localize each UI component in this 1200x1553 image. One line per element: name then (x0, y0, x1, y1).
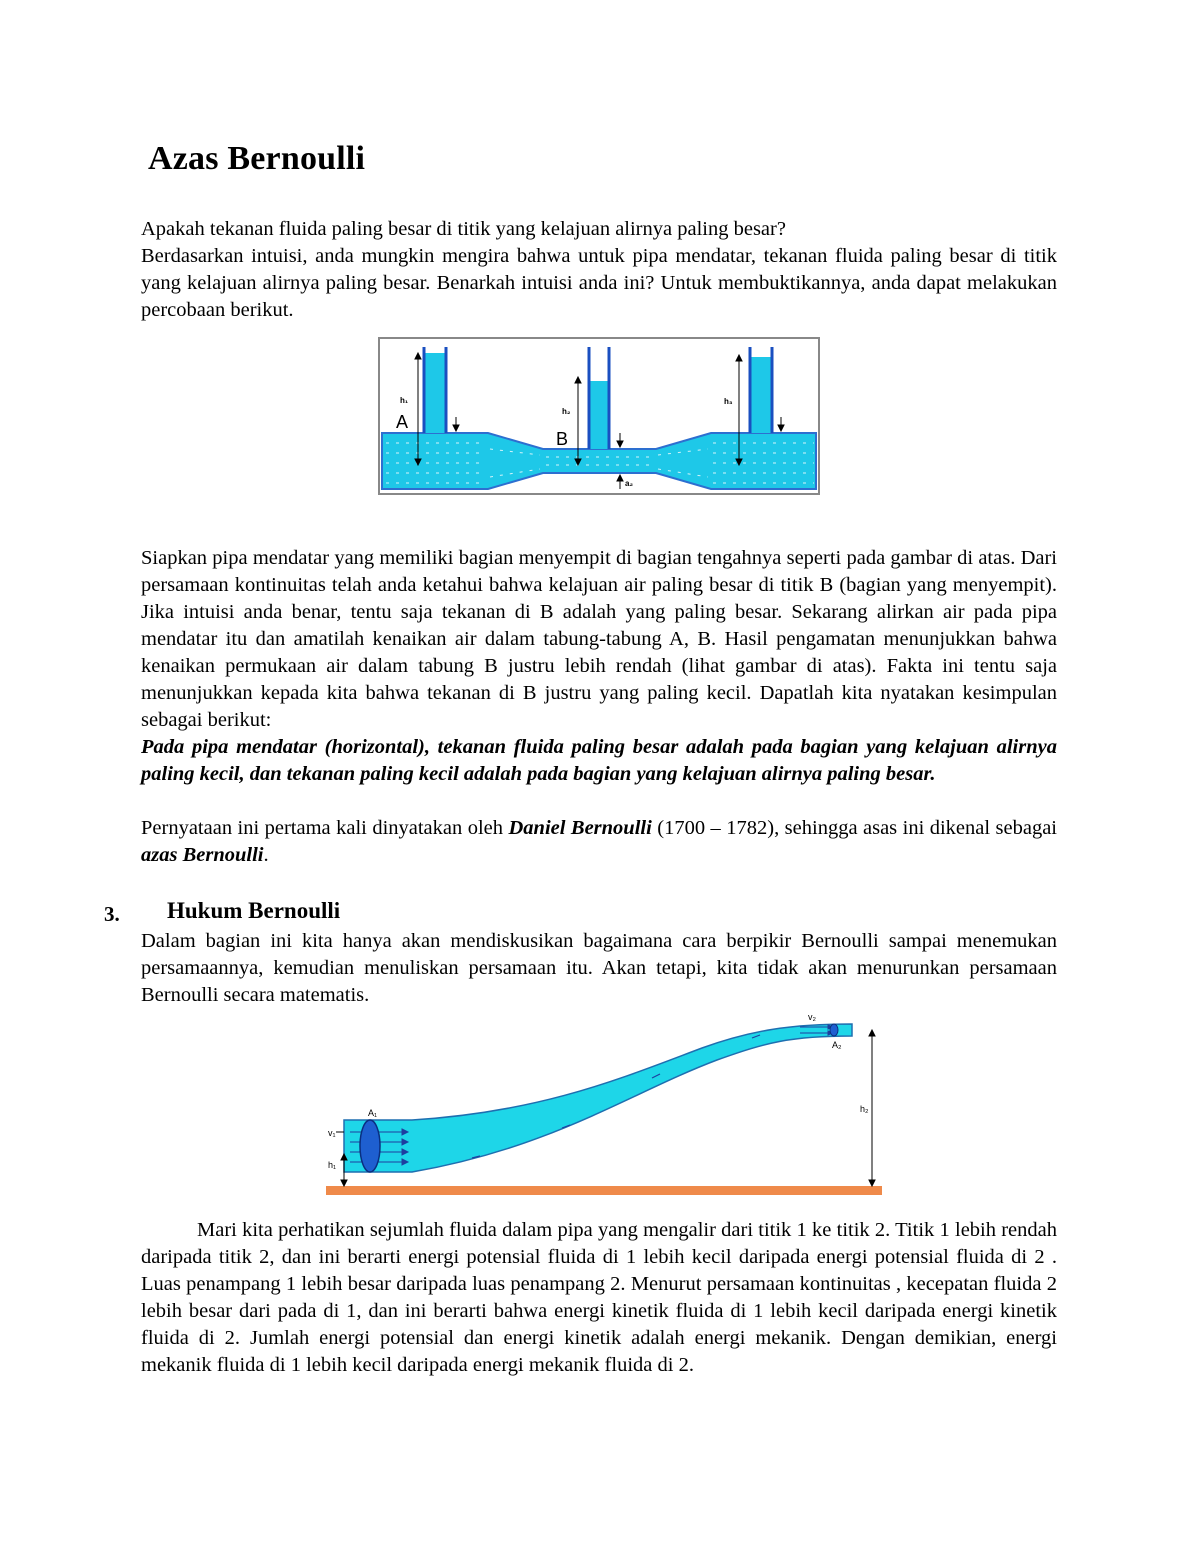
label-b: B (556, 429, 569, 449)
statement-name: Daniel Bernoulli (508, 817, 652, 839)
label-h2: h₂ (562, 407, 571, 416)
venturi-figure (378, 337, 820, 495)
label-h1: h₁ (328, 1160, 337, 1170)
label-h2: h₂ (860, 1104, 869, 1114)
cross-section-a2 (830, 1024, 838, 1036)
statement-mid: (1700 – 1782), sehingga asas ini dikenal sebagai (651, 817, 1057, 839)
label-a: A (396, 412, 409, 432)
section-heading: Hukum Bernoulli (167, 898, 341, 923)
label-a1: A₁ (368, 1108, 378, 1118)
intro-body: Berdasarkan intuisi, anda mungkin mengira bahwa untuk pipa mendatar, tekanan fluida paling besar di titik yang kelajuan alirnya paling besar. Benarkah intuisi anda ini? Untuk membuktikannya, anda dapat melakukan percobaan berikut. (141, 245, 1057, 321)
statement-paragraph (141, 815, 1057, 869)
closing-paragraph: Mari kita perhatikan sejumlah fluida dalam pipa yang mengalir dari titik 1 ke titik 2. Titik 1 lebih rendah daripada titik 2, dan ini berarti energi potensial fluida di 1 lebih kecil daripada energi potensial fluida di 2 . Luas penampang 1 lebih besar daripada luas penampang 2. Menurut persamaan kontinuitas , kecepatan fluida 2 lebih besar dari pada di 1, dan ini berarti bahwa energi kinetik fluida di 1 lebih kecil daripada energi kinetik fluida di 2. Jumlah energi potensial dan energi kinetik adalah energi mekanik. Dengan demikian, energi mekanik fluida di 1 lebih kecil daripada energi mekanik fluida di 2. (141, 1219, 1057, 1376)
statement-end: . (263, 844, 269, 866)
ground-bar (326, 1186, 882, 1195)
statement-pre: Pernyataan ini pertama kali dinyatakan oleh (141, 817, 509, 839)
label-v1: v₁ (328, 1128, 336, 1138)
label-v2: v₂ (808, 1012, 816, 1022)
label-a2: A₂ (832, 1040, 842, 1050)
label-h3: h₃ (724, 397, 733, 406)
label-a2: a₂ (625, 479, 634, 488)
section-intro: Dalam bagian ini kita hanya akan mendiskusikan bagaimana cara berpikir Bernoulli sampai menemukan persamaannya, kemudian menuliskan persamaan itu. Akan tetapi, kita tidak akan menurunkan persamaan Bernoulli secara matematis. (141, 930, 1057, 1006)
statement-term: azas Bernoulli (141, 844, 264, 866)
section-number: 3. (104, 902, 120, 926)
cross-section-a1 (360, 1120, 380, 1172)
label-h1: h₁ (400, 396, 409, 405)
experiment-text: Siapkan pipa mendatar yang memiliki bagian menyempit di bagian tengahnya seperti pada gambar di atas. Dari persamaan kontinuitas telah anda ketahui bahwa kelajuan air paling besar di titik B (bagian yang menyempit). Jika intuisi anda benar, tentu saja tekanan di B adalah yang paling besar. Sekarang alirkan air pada pipa mendatar itu dan amatilah kenaikan air dalam tabung-tabung A, B. Hasil pengamatan menunjukkan bahwa kenaikan permukaan air dalam tabung B justru lebih rendah (lihat gambar di atas). Fakta ini tentu saja menunjukkan kepada kita bahwa tekanan di B justru yang paling kecil. Dapatlah kita nyatakan kesimpulan sebagai berikut: (141, 547, 1057, 731)
intro-question: Apakah tekanan fluida paling besar di titik yang kelajuan alirnya paling besar? (141, 218, 786, 240)
bernoulli-figure (322, 1008, 886, 1200)
conclusion-text: Pada pipa mendatar (horizontal), tekanan fluida paling besar adalah pada bagian yang kelajuan alirnya paling kecil, dan tekanan paling kecil adalah pada bagian yang kelajuan alirnya paling besar. (141, 736, 1057, 785)
page-title: Azas Bernoulli (148, 140, 366, 177)
pipe-body (344, 1024, 852, 1172)
